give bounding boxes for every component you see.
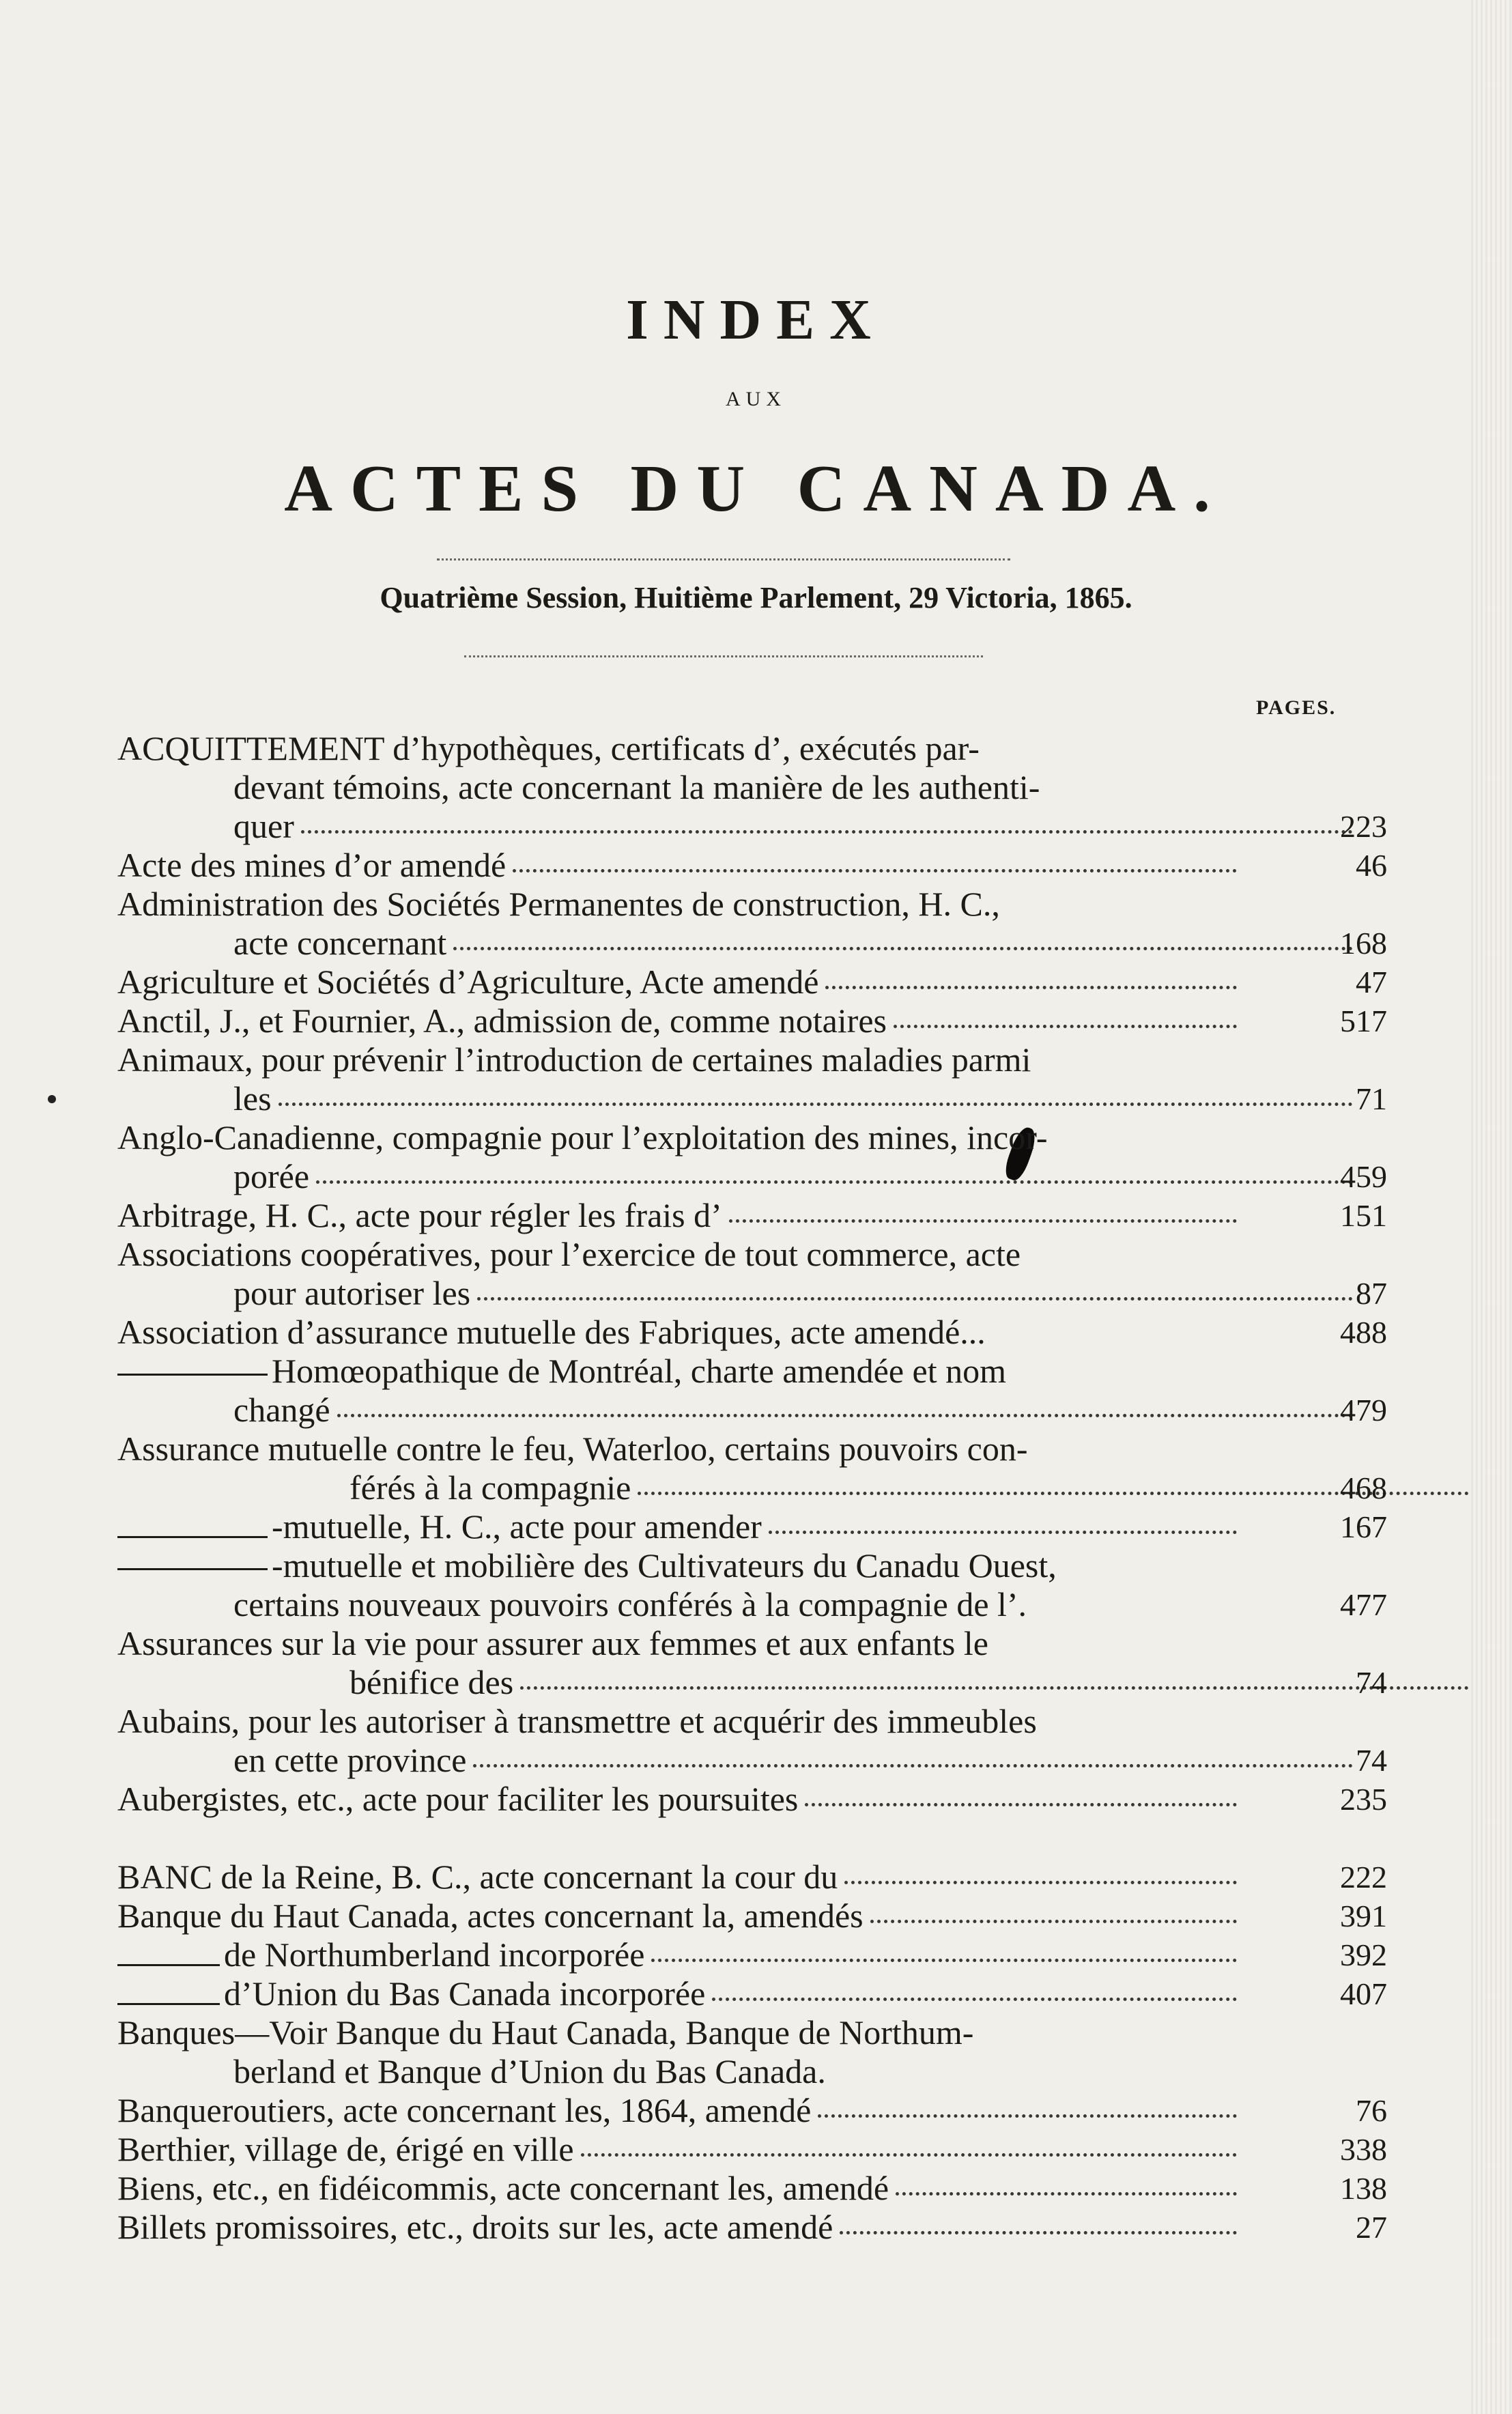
entry-text: changé bbox=[233, 1391, 330, 1429]
page-number: 459 bbox=[1340, 1159, 1387, 1194]
entry-text: Banques—Voir Banque du Haut Canada, Banque de Northum- bbox=[117, 2013, 974, 2051]
entry-text: berland et Banque d’Union du Bas Canada. bbox=[233, 2052, 826, 2090]
page-number: 235 bbox=[1340, 1782, 1387, 1817]
page-number: 477 bbox=[1340, 1587, 1387, 1622]
entry-text: Homœopathique de Montréal, charte amendée et nom bbox=[272, 1352, 1007, 1390]
page-number: 168 bbox=[1340, 926, 1387, 961]
page-number: 87 bbox=[1356, 1276, 1387, 1311]
index-entry bbox=[117, 1040, 1387, 1118]
main-title: ACTES DU CANADA. bbox=[284, 452, 1228, 526]
index-entry bbox=[117, 846, 1387, 885]
index-entry bbox=[117, 1118, 1387, 1196]
page-number: 76 bbox=[1356, 2093, 1387, 2128]
ditto-dash bbox=[117, 1374, 268, 1376]
page-number: 47 bbox=[1356, 965, 1387, 999]
index-entry bbox=[117, 1702, 1387, 1780]
index-entry bbox=[117, 1624, 1387, 1702]
entry-text: Anglo-Canadienne, compagnie pour l’exploitation des mines, incor- bbox=[117, 1118, 1048, 1156]
entry-text: les bbox=[233, 1079, 272, 1118]
entry-text: Banque du Haut Canada, actes concernant la, amendés bbox=[117, 1897, 864, 1935]
index-entry bbox=[117, 1507, 1387, 1546]
page-number: 46 bbox=[1356, 848, 1387, 883]
entry-text: de Northumberland incorporée bbox=[224, 1935, 645, 1974]
margin-mark bbox=[48, 1095, 56, 1103]
entry-text: -mutuelle et mobilière des Cultivateurs du Canadu Ouest, bbox=[272, 1546, 1057, 1585]
index-entry bbox=[117, 729, 1387, 846]
entry-text: d’Union du Bas Canada incorporée bbox=[224, 1974, 706, 2013]
index-entry bbox=[117, 2169, 1387, 2208]
index-entry bbox=[117, 1352, 1387, 1430]
index-entries bbox=[117, 729, 1387, 2247]
pages-column-header: PAGES. bbox=[1256, 696, 1337, 719]
index-entry bbox=[117, 1858, 1387, 1897]
session-subtitle: Quatrième Session, Huitième Parlement, 29 Victoria, 1865. bbox=[380, 581, 1132, 614]
index-entry bbox=[117, 1002, 1387, 1040]
page-number: 74 bbox=[1356, 1665, 1387, 1700]
entry-text: Association d’assurance mutuelle des Fabriques, acte amendé... bbox=[117, 1313, 986, 1351]
page-number: 27 bbox=[1356, 2210, 1387, 2245]
entry-text: Aubergistes, etc., acte pour faciliter les poursuites bbox=[117, 1780, 799, 1818]
entry-text: certains nouveaux pouvoirs conférés à la compagnie de l’. bbox=[233, 1585, 1027, 1623]
page-number: 151 bbox=[1340, 1198, 1387, 1233]
entry-text: -mutuelle, H. C., acte pour amender bbox=[272, 1507, 762, 1546]
ditto-dash bbox=[117, 1536, 268, 1538]
entry-text: Banqueroutiers, acte concernant les, 1864, amendé bbox=[117, 2091, 812, 2129]
page-edge bbox=[1471, 0, 1512, 2414]
page-number: 407 bbox=[1340, 1976, 1387, 2011]
entry-text: devant témoins, acte concernant la manière de les authenti- bbox=[233, 768, 1040, 806]
page-number: 392 bbox=[1340, 1937, 1387, 1972]
page-number: 488 bbox=[1340, 1315, 1387, 1350]
page-number: 222 bbox=[1340, 1860, 1387, 1894]
ditto-dash bbox=[117, 1568, 268, 1570]
index-entry bbox=[117, 2091, 1387, 2130]
ornamental-rule-top bbox=[437, 558, 1010, 560]
index-entry bbox=[117, 2013, 1387, 2091]
entry-text: Acte des mines d’or amendé bbox=[117, 846, 507, 884]
entry-text: Anctil, J., et Fournier, A., admission de, comme notaires bbox=[117, 1002, 887, 1040]
index-entry bbox=[117, 1313, 1387, 1352]
index-entry bbox=[117, 1974, 1387, 2013]
page-number: 71 bbox=[1356, 1081, 1387, 1116]
aux-label: AUX bbox=[726, 388, 786, 410]
entry-text: Animaux, pour prévenir l’introduction de certaines maladies parmi bbox=[117, 1040, 1031, 1079]
entry-text: Assurance mutuelle contre le feu, Waterloo, certains pouvoirs con- bbox=[117, 1430, 1028, 1468]
entry-text: quer bbox=[233, 807, 294, 845]
ditto-dash bbox=[117, 2003, 220, 2005]
entry-text: Arbitrage, H. C., acte pour régler les frais d’ bbox=[117, 1196, 722, 1234]
ditto-dash bbox=[117, 1964, 220, 1966]
entry-text: Agriculture et Sociétés d’Agriculture, Acte amendé bbox=[117, 963, 819, 1001]
entry-text: Administration des Sociétés Permanentes de construction, H. C., bbox=[117, 885, 1000, 923]
page-number: 138 bbox=[1340, 2171, 1387, 2206]
page-number: 391 bbox=[1340, 1899, 1387, 1933]
ornamental-rule-bottom bbox=[464, 655, 983, 657]
index-title: INDEX bbox=[626, 288, 886, 352]
index-entry bbox=[117, 885, 1387, 963]
entry-text: BANC de la Reine, B. C., acte concernant la cour du bbox=[117, 1858, 838, 1896]
entry-text: férés à la compagnie bbox=[350, 1468, 631, 1507]
index-entry bbox=[117, 2208, 1387, 2247]
entry-text: acte concernant bbox=[233, 924, 447, 962]
index-entry bbox=[117, 1546, 1387, 1624]
page-number: 517 bbox=[1340, 1004, 1387, 1038]
entry-text: Aubains, pour les autoriser à transmettre et acquérir des immeubles bbox=[117, 1702, 1037, 1740]
entry-text: en cette province bbox=[233, 1741, 467, 1779]
index-entry bbox=[117, 1235, 1387, 1313]
entry-text: porée bbox=[233, 1157, 310, 1195]
index-entry bbox=[117, 1897, 1387, 1935]
page-number: 223 bbox=[1340, 809, 1387, 844]
page-number: 74 bbox=[1356, 1743, 1387, 1778]
index-entry bbox=[117, 1430, 1387, 1507]
entry-text: Berthier, village de, érigé en ville bbox=[117, 2130, 574, 2168]
page-number: 468 bbox=[1340, 1471, 1387, 1505]
index-entry bbox=[117, 2130, 1387, 2169]
page-number: 167 bbox=[1340, 1509, 1387, 1544]
index-entry bbox=[117, 1196, 1387, 1235]
entry-text: pour autoriser les bbox=[233, 1274, 471, 1312]
entry-text: Biens, etc., en fidéicommis, acte concernant les, amendé bbox=[117, 2169, 889, 2207]
entry-text: ACQUITTEMENT d’hypothèques, certificats d’, exécutés par- bbox=[117, 729, 980, 767]
entry-text: Associations coopératives, pour l’exercice de tout commerce, acte bbox=[117, 1235, 1021, 1273]
page-number: 338 bbox=[1340, 2132, 1387, 2167]
entry-text: Billets promissoires, etc., droits sur les, acte amendé bbox=[117, 2208, 833, 2246]
entry-text: Assurances sur la vie pour assurer aux femmes et aux enfants le bbox=[117, 1624, 988, 1662]
page-number: 479 bbox=[1340, 1393, 1387, 1428]
index-entry bbox=[117, 1935, 1387, 1974]
entry-text: bénifice des bbox=[350, 1663, 514, 1701]
index-entry bbox=[117, 963, 1387, 1002]
index-entry bbox=[117, 1780, 1387, 1819]
